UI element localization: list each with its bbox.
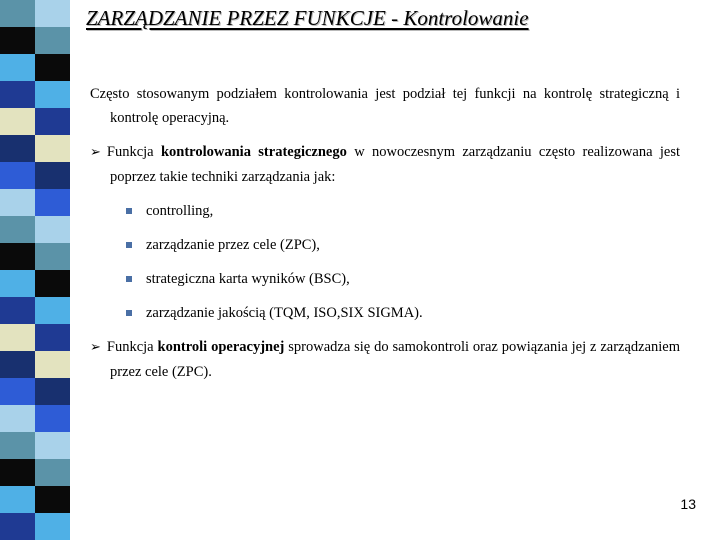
stripe-row: [0, 270, 70, 297]
stripe-block: [0, 351, 35, 378]
stripe-block: [35, 108, 70, 135]
stripe-block: [0, 81, 35, 108]
stripe-block: [35, 27, 70, 54]
stripe-row: [0, 108, 70, 135]
stripe-row: [0, 189, 70, 216]
stripe-block: [0, 0, 35, 27]
stripe-row: [0, 216, 70, 243]
square-bullet-icon: [126, 276, 132, 282]
stripe-block: [0, 243, 35, 270]
stripe-block: [35, 243, 70, 270]
arrow-bullet-icon: ➢: [90, 145, 101, 160]
stripe-block: [35, 405, 70, 432]
list-item-text: zarządzanie jakością (TQM, ISO,SIX SIGMA).: [146, 305, 423, 321]
stripe-row: [0, 297, 70, 324]
stripe-row: [0, 54, 70, 81]
square-bullet-icon: [126, 208, 132, 214]
techniques-list: [126, 199, 680, 325]
stripe-block: [35, 81, 70, 108]
stripe-row: [0, 162, 70, 189]
stripe-block: [0, 432, 35, 459]
stripe-block: [0, 216, 35, 243]
stripe-row: [0, 243, 70, 270]
list-item-text: controlling,: [146, 203, 214, 219]
stripe-row: [0, 459, 70, 486]
square-bullet-icon: [126, 310, 132, 316]
stripe-row: [0, 486, 70, 513]
stripe-block: [35, 513, 70, 540]
decorative-stripe: [0, 0, 70, 540]
stripe-block: [35, 297, 70, 324]
stripe-block: [0, 270, 35, 297]
stripe-block: [0, 378, 35, 405]
stripe-block: [35, 189, 70, 216]
list-item: [126, 301, 680, 325]
stripe-block: [0, 135, 35, 162]
list-item: [126, 199, 680, 223]
stripe-block: [35, 486, 70, 513]
list-item: [126, 267, 680, 291]
intro-paragraph: Często stosowanym podziałem kontrolowania jest podział tej funkcji na kontrolę strategiczną i kontrolę operacyjną.: [90, 86, 680, 126]
stripe-block: [35, 216, 70, 243]
arrow-bullet-icon: ➢: [90, 340, 101, 355]
stripe-block: [35, 324, 70, 351]
stripe-row: [0, 351, 70, 378]
bullet-text-bold: kontrolowania strategicznego: [160, 144, 347, 160]
slide-title: ZARZĄDZANIE PRZEZ FUNKCJE - Kontrolowanie: [86, 6, 529, 30]
stripe-block: [35, 270, 70, 297]
stripe-row: [0, 81, 70, 108]
stripe-block: [35, 162, 70, 189]
stripe-row: [0, 135, 70, 162]
stripe-block: [0, 108, 35, 135]
stripe-block: [0, 297, 35, 324]
slide-content: [90, 82, 680, 394]
stripe-row: [0, 513, 70, 540]
stripe-block: [35, 459, 70, 486]
bullet-text-pre: Funkcja: [106, 339, 158, 355]
stripe-row: [0, 405, 70, 432]
stripe-block: [0, 459, 35, 486]
list-item: [126, 233, 680, 257]
stripe-row: [0, 378, 70, 405]
stripe-block: [35, 135, 70, 162]
square-bullet-icon: [126, 242, 132, 248]
list-item-text: strategiczna karta wyników (BSC),: [146, 271, 350, 287]
bullet-strategic-control: [90, 140, 680, 189]
stripe-block: [0, 324, 35, 351]
page-number: 13: [680, 496, 696, 512]
stripe-block: [35, 0, 70, 27]
bullet-operational-control: [90, 335, 680, 384]
stripe-row: [0, 27, 70, 54]
stripe-row: [0, 432, 70, 459]
bullet-text-post: w nowoczesnym zarządzaniu często realizowana jest poprzez takie techniki zarządzania jak:: [110, 144, 681, 185]
stripe-block: [0, 405, 35, 432]
stripe-block: [0, 486, 35, 513]
stripe-block: [35, 54, 70, 81]
bullet-text-pre: Funkcja: [106, 144, 161, 160]
stripe-row: [0, 0, 70, 27]
bullet-text-post: sprowadza się do samokontroli oraz powiązania jej z zarządzaniem przez cele (ZPC).: [110, 339, 681, 380]
stripe-block: [35, 378, 70, 405]
bullet-text-bold: kontroli operacyjnej: [157, 339, 285, 355]
stripe-block: [35, 432, 70, 459]
stripe-row: [0, 324, 70, 351]
stripe-block: [0, 27, 35, 54]
stripe-block: [0, 513, 35, 540]
stripe-block: [0, 162, 35, 189]
stripe-block: [0, 189, 35, 216]
stripe-block: [35, 351, 70, 378]
list-item-text: zarządzanie przez cele (ZPC),: [146, 237, 320, 253]
stripe-block: [0, 54, 35, 81]
